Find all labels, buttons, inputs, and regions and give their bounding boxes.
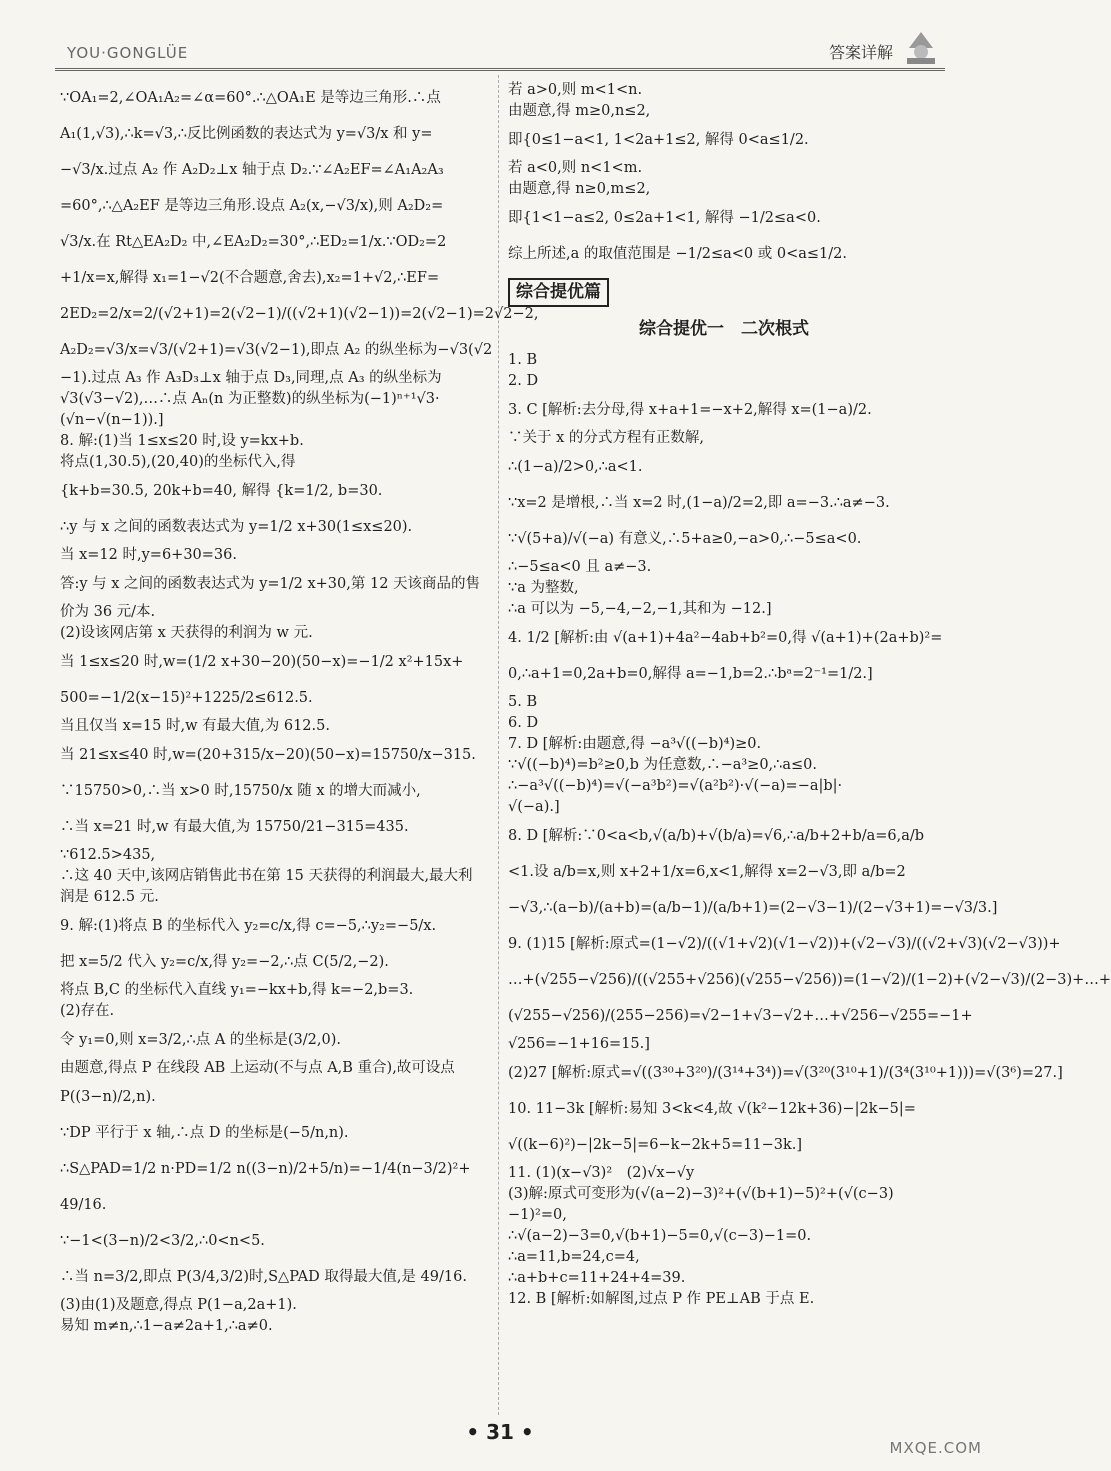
text-line: 当 21≤x≤40 时,w=(20+315/x−20)(50−x)=15750/x−315. <box>60 747 476 763</box>
text-line: ∵OA₁=2,∠OA₁A₂=∠α=60°.∴△OA₁E 是等边三角形.∴点 <box>60 90 441 106</box>
text-line: 把 x=5/2 代入 y₂=c/x,得 y₂=−2,∴点 C(5/2,−2). <box>60 954 389 970</box>
text-line: 3. C [解析:去分母,得 x+a+1=−x+2,解得 x=(1−a)/2. <box>508 402 872 418</box>
text-line: 49/16. <box>60 1197 107 1213</box>
text-line: ∴y 与 x 之间的函数表达式为 y=1/2 x+30(1≤x≤20). <box>60 519 413 535</box>
text-line: A₂D₂=√3/x=√3/(√2+1)=√3(√2−1),即点 A₂ 的纵坐标为−√3(√2 <box>60 342 493 358</box>
text-line: ∴√(a−2)−3=0,√(b+1)−5=0,√(c−3)−1=0. <box>508 1228 812 1244</box>
text-line: 即{0≤1−a<1, 1<2a+1≤2, 解得 0<a≤1/2. <box>508 132 809 148</box>
text-line: (√n−√(n−1)).] <box>60 412 164 428</box>
text-line: 易知 m≠n,∴1−a≠2a+1,∴a≠0. <box>60 1318 273 1334</box>
text-line: 9. (1)15 [解析:原式=(1−√2)/((√1+√2)(√1−√2))+(√2−√3)/((√2+√3)(√2−√3))+ <box>508 936 1061 952</box>
text-line: √(−a).] <box>508 799 560 815</box>
section-label: 答案详解 <box>828 43 893 62</box>
text-line: (2)设该网店第 x 天获得的利润为 w 元. <box>60 625 313 641</box>
text-line: 当 1≤x≤20 时,w=(1/2 x+30−20)(50−x)=−1/2 x²+15x+ <box>60 654 464 670</box>
text-line: 9. 解:(1)将点 B 的坐标代入 y₂=c/x,得 c=−5,∴y₂=−5/x. <box>60 918 437 934</box>
right-column <box>508 80 1111 1310</box>
text-line: {k+b=30.5, 20k+b=40, 解得 {k=1/2, b=30. <box>60 483 383 499</box>
text-line: 当 x=12 时,y=6+30=36. <box>60 547 237 563</box>
text-line: +1/x=x,解得 x₁=1−√2(不合题意,舍去),x₂=1+√2,∴EF= <box>60 270 440 286</box>
text-line: ∴a=11,b=24,c=4, <box>508 1249 640 1265</box>
text-line: 润是 612.5 元. <box>60 889 159 905</box>
text-line: 将点(1,30.5),(20,40)的坐标代入,得 <box>60 454 296 470</box>
watermark-text: MXQE.COM <box>889 1439 982 1457</box>
answer-continuation <box>508 80 940 272</box>
text-line: (3)解:原式可变形为(√(a−2)−3)²+(√(b+1)−5)²+(√(c−3) <box>508 1186 894 1202</box>
text-line: ∵√((−b)⁴)=b²≥0,b 为任意数,∴−a³≥0,∴a≤0. <box>508 757 818 773</box>
text-line: 若 a<0,则 n<1<m. <box>508 160 643 176</box>
text-line: 1. B <box>508 352 538 368</box>
text-line: 6. D <box>508 715 539 731</box>
text-line: ∴这 40 天中,该网店销售此书在第 15 天获得的利润最大,最大利 <box>60 868 473 884</box>
text-line: 4. 1/2 [解析:由 √(a+1)+4a²−4ab+b²=0,得 √(a+1)+(2a+b)²= <box>508 630 943 646</box>
text-line: ∵15750>0,∴当 x>0 时,15750/x 随 x 的增大而减小, <box>60 783 421 799</box>
text-line: 若 a>0,则 m<1<n. <box>508 82 643 98</box>
text-line: (3)由(1)及题意,得点 P(1−a,2a+1). <box>60 1297 297 1313</box>
text-line: 8. 解:(1)当 1≤x≤20 时,设 y=kx+b. <box>60 433 304 449</box>
chapter-title: 综合提优一 二次根式 <box>639 319 809 339</box>
text-line: ∵√(5+a)/√(−a) 有意义,∴5+a≥0,−a>0,∴−5≤a<0. <box>508 531 862 547</box>
text-line: =60°,∴△A₂EF 是等边三角形.设点 A₂(x,−√3/x),则 A₂D₂= <box>60 198 444 214</box>
text-line: 0,∴a+1=0,2a+b=0,解得 a=−1,b=2.∴bᵃ=2⁻¹=1/2.] <box>508 666 873 682</box>
text-line: 由题意,得 m≥0,n≤2, <box>508 103 651 119</box>
section-title: 综合提优篇 <box>508 278 609 307</box>
text-line: 12. B [解析:如解图,过点 P 作 PE⊥AB 于点 E. <box>508 1291 815 1307</box>
answer-list <box>508 350 1111 1310</box>
text-line: 令 y₁=0,则 x=3/2,∴点 A 的坐标是(3/2,0). <box>60 1032 341 1048</box>
text-line: (2)27 [解析:原式=√((3³⁰+3²⁰)/(3¹⁴+3⁴))=√(3²⁰(3¹⁰+1)/(3⁴(3¹⁰+1)))=√(3⁶)=27.] <box>508 1065 1063 1081</box>
text-line: 10. 11−3k [解析:易知 3<k<4,故 √(k²−12k+36)−|2k−5|= <box>508 1101 916 1117</box>
text-line: √256=−1+16=15.] <box>508 1036 650 1052</box>
brand-text: YOU·GONGLÜE <box>67 44 189 62</box>
text-line: 8. D [解析:∵0<a<b,√(a/b)+√(b/a)=√6,∴a/b+2+b/a=6,a/b <box>508 828 925 844</box>
text-line: √3(√3−√2),…∴点 Aₙ(n 为正整数)的纵坐标为(−1)ⁿ⁺¹√3· <box>60 391 440 407</box>
text-line: ∴a 可以为 −5,−4,−2,−1,其和为 −12.] <box>508 601 772 617</box>
text-line: ∴当 x=21 时,w 有最大值,为 15750/21−315=435. <box>60 819 409 835</box>
text-line: 价为 36 元/本. <box>60 604 156 620</box>
text-line: 将点 B,C 的坐标代入直线 y₁=−kx+b,得 k=−2,b=3. <box>60 982 414 998</box>
text-line: (√255−√256)/(255−256)=√2−1+√3−√2+…+√256−√255=−1+ <box>508 1008 973 1024</box>
text-line: A₁(1,√3),∴k=√3,∴反比例函数的表达式为 y=√3/x 和 y= <box>60 126 433 142</box>
text-line: −1).过点 A₃ 作 A₃D₃⊥x 轴于点 D₃,同理,点 A₃ 的纵坐标为 <box>60 370 442 386</box>
text-line: 即{1<1−a≤2, 0≤2a+1<1, 解得 −1/2≤a<0. <box>508 210 821 226</box>
text-line: ∴(1−a)/2>0,∴a<1. <box>508 459 643 475</box>
text-line: 7. D [解析:由题意,得 −a³√((−b)⁴)≥0. <box>508 736 762 752</box>
text-line: 当且仅当 x=15 时,w 有最大值,为 612.5. <box>60 718 330 734</box>
text-line: ∴a+b+c=11+24+4=39. <box>508 1270 686 1286</box>
mascot-icon <box>901 30 941 66</box>
text-line: 综上所述,a 的取值范围是 −1/2≤a<0 或 0<a≤1/2. <box>508 246 847 262</box>
text-line: √((k−6)²)−|2k−5|=6−k−2k+5=11−3k.] <box>508 1137 803 1153</box>
column-divider <box>498 75 499 1415</box>
text-line: 5. B <box>508 694 538 710</box>
text-line: ∵DP 平行于 x 轴,∴点 D 的坐标是(−5/n,n). <box>60 1125 349 1141</box>
text-line: 2. D <box>508 373 539 389</box>
text-line: ∴当 n=3/2,即点 P(3/4,3/2)时,S△PAD 取得最大值,是 49/16. <box>60 1269 467 1285</box>
page-header <box>55 38 945 71</box>
text-line: 由题意,得 n≥0,m≤2, <box>508 181 651 197</box>
text-line: ∵x=2 是增根,∴当 x=2 时,(1−a)/2=2,即 a=−3.∴a≠−3. <box>508 495 890 511</box>
text-line: <1.设 a/b=x,则 x+2+1/x=6,x<1,解得 x=2−√3,即 a/b=2 <box>508 864 906 880</box>
text-line: −√3/x.过点 A₂ 作 A₂D₂⊥x 轴于点 D₂.∵∠A₂EF=∠A₁A₂A₃ <box>60 162 444 178</box>
text-line: ∴S△PAD=1/2 n·PD=1/2 n((3−n)/2+5/n)=−1/4(n−3/2)²+ <box>60 1161 471 1177</box>
text-line: ∵a 为整数, <box>508 580 579 596</box>
text-line: ∵关于 x 的分式方程有正数解, <box>508 430 705 446</box>
text-line: 500=−1/2(x−15)²+1225/2≤612.5. <box>60 690 313 706</box>
text-line: 2ED₂=2/x=2/(√2+1)=2(√2−1)/((√2+1)(√2−1))=2(√2−1)=2√2−2, <box>60 306 539 322</box>
text-line: …+(√255−√256)/((√255+√256)(√255−√256))=(1−√2)/(1−2)+(√2−√3)/(2−3)+…+ <box>508 972 1111 988</box>
text-line: ∴−a³√((−b)⁴)=√(−a³b²)=√(a²b²)·√(−a)=−a|b|· <box>508 778 843 794</box>
text-line: ∵612.5>435, <box>60 847 156 863</box>
text-line: ∵−1<(3−n)/2<3/2,∴0<n<5. <box>60 1233 265 1249</box>
text-line: ∴−5≤a<0 且 a≠−3. <box>508 559 652 575</box>
text-line: 11. (1)(x−√3)² (2)√x−√y <box>508 1165 695 1181</box>
text-line: −√3,∴(a−b)/(a+b)=(a/b−1)/(a/b+1)=(2−√3−1)/(2−√3+1)=−√3/3.] <box>508 900 998 916</box>
text-line: 答:y 与 x 之间的函数表达式为 y=1/2 x+30,第 12 天该商品的售 <box>60 576 481 592</box>
text-line: 由题意,得点 P 在线段 AB 上运动(不与点 A,B 重合),故可设点 <box>60 1060 455 1076</box>
text-line: √3/x.在 Rt△EA₂D₂ 中,∠EA₂D₂=30°,∴ED₂=1/x.∵OD₂=2 <box>60 234 447 250</box>
text-line: −1)²=0, <box>508 1207 567 1223</box>
text-line: (2)存在. <box>60 1003 115 1019</box>
text-line: P((3−n)/2,n). <box>60 1089 156 1105</box>
page-number: • 31 • <box>466 1420 534 1444</box>
